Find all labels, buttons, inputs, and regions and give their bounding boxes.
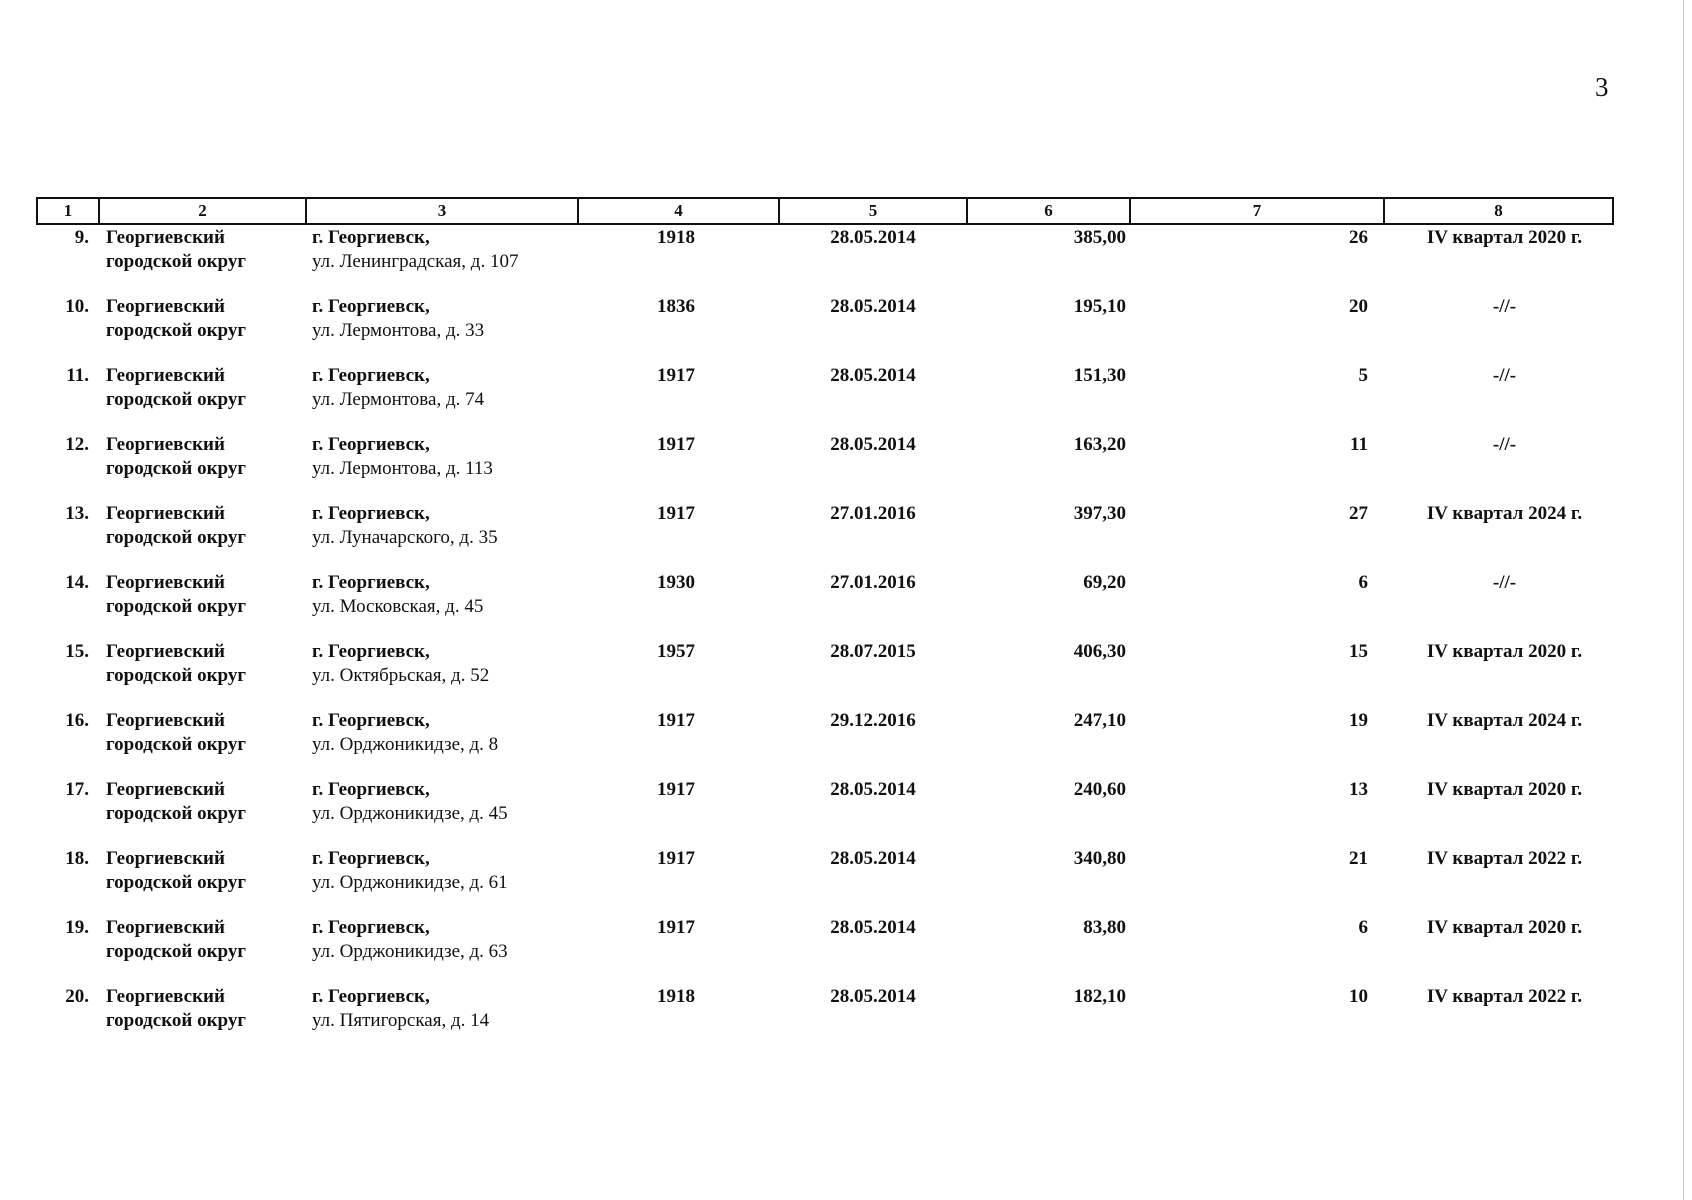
area-text: 83,80 (1083, 917, 1126, 938)
period-cell (1384, 364, 1613, 433)
area-text: 406,30 (1073, 641, 1126, 662)
date-text: 28.05.2014 (830, 917, 916, 938)
year-built-cell (578, 433, 779, 502)
address-text: г. Георгиевск, (312, 572, 430, 593)
date-text: 28.05.2014 (830, 227, 916, 248)
column-header-3: 3 (306, 198, 578, 224)
municipality-cell (99, 847, 306, 916)
column-header-7: 7 (1130, 198, 1384, 224)
municipality-text: Георгиевский (106, 365, 225, 386)
count-text: 26 (1349, 227, 1368, 248)
area-text: 240,60 (1073, 779, 1126, 800)
address-text: г. Георгиевск, (312, 710, 430, 731)
count-text: 13 (1349, 779, 1368, 800)
year-built-text: 1917 (657, 365, 695, 386)
date-cell (779, 847, 967, 916)
count-cell (1130, 433, 1384, 502)
municipality-cell (99, 571, 306, 640)
municipality-text: Георгиевский (106, 779, 225, 800)
municipality-text: городской округ (106, 596, 247, 617)
row-number-text: 20. (65, 986, 89, 1007)
row-number-cell (37, 224, 99, 295)
period-text: -//- (1492, 434, 1517, 455)
address-cell (306, 778, 578, 847)
area-text: 340,80 (1073, 848, 1126, 869)
year-built-text: 1930 (657, 572, 695, 593)
address-cell (306, 640, 578, 709)
table-row (37, 433, 1613, 502)
period-text: -//- (1492, 572, 1517, 593)
year-built-cell (578, 295, 779, 364)
column-header-4: 4 (578, 198, 779, 224)
page-number: 3 (1595, 72, 1609, 102)
count-text: 6 (1358, 572, 1368, 593)
column-header-8: 8 (1384, 198, 1613, 224)
column-header-6: 6 (967, 198, 1130, 224)
count-text: 11 (1350, 434, 1368, 455)
period-text: IV квартал 2022 г. (1426, 848, 1583, 869)
address-text: ул. Лермонтова, д. 33 (312, 320, 485, 341)
row-number-cell (37, 571, 99, 640)
column-header-5: 5 (779, 198, 967, 224)
row-number-cell (37, 433, 99, 502)
period-cell (1384, 502, 1613, 571)
address-text: ул. Луначарского, д. 35 (312, 527, 498, 548)
municipality-cell (99, 640, 306, 709)
period-text: IV квартал 2020 г. (1426, 917, 1583, 938)
row-number-cell (37, 295, 99, 364)
address-text: г. Георгиевск, (312, 641, 430, 662)
period-cell (1384, 916, 1613, 985)
count-cell (1130, 847, 1384, 916)
date-text: 28.05.2014 (830, 848, 916, 869)
table-row (37, 778, 1613, 847)
period-text: IV квартал 2020 г. (1426, 779, 1583, 800)
row-number-text: 18. (65, 848, 89, 869)
date-cell (779, 224, 967, 295)
municipality-text: Георгиевский (106, 710, 225, 731)
address-text: г. Георгиевск, (312, 779, 430, 800)
municipality-text: Георгиевский (106, 917, 225, 938)
address-text: ул. Лермонтова, д. 74 (312, 389, 485, 410)
address-text: ул. Ленинградская, д. 107 (312, 251, 519, 272)
row-number-cell (37, 916, 99, 985)
table-row (37, 571, 1613, 640)
date-text: 28.07.2015 (830, 641, 916, 662)
period-cell (1384, 709, 1613, 778)
year-built-cell (578, 985, 779, 1045)
date-cell (779, 640, 967, 709)
area-cell (967, 295, 1130, 364)
period-cell (1384, 295, 1613, 364)
municipality-text: городской округ (106, 803, 247, 824)
address-cell (306, 709, 578, 778)
registry-table (36, 197, 1614, 1045)
period-cell (1384, 433, 1613, 502)
address-cell (306, 433, 578, 502)
column-header-2: 2 (99, 198, 306, 224)
row-number-text: 11. (66, 365, 89, 386)
date-cell (779, 709, 967, 778)
municipality-cell (99, 778, 306, 847)
address-cell (306, 502, 578, 571)
count-cell (1130, 295, 1384, 364)
count-cell (1130, 571, 1384, 640)
address-text: г. Георгиевск, (312, 296, 430, 317)
column-number-row (37, 198, 1613, 224)
row-number-text: 17. (65, 779, 89, 800)
row-number-text: 9. (74, 227, 89, 248)
period-cell (1384, 985, 1613, 1045)
table-row (37, 502, 1613, 571)
address-text: ул. Пятигорская, д. 14 (312, 1010, 490, 1031)
municipality-text: городской округ (106, 872, 247, 893)
period-text: IV квартал 2020 г. (1426, 227, 1583, 248)
year-built-cell (578, 224, 779, 295)
count-cell (1130, 502, 1384, 571)
area-cell (967, 502, 1130, 571)
count-cell (1130, 709, 1384, 778)
table-row (37, 916, 1613, 985)
count-text: 20 (1349, 296, 1368, 317)
year-built-text: 1917 (657, 917, 695, 938)
municipality-text: Георгиевский (106, 227, 225, 248)
date-text: 27.01.2016 (830, 572, 916, 593)
area-cell (967, 847, 1130, 916)
area-cell (967, 778, 1130, 847)
municipality-cell (99, 295, 306, 364)
address-text: г. Георгиевск, (312, 503, 430, 524)
period-text: IV квартал 2020 г. (1426, 641, 1583, 662)
row-number-text: 10. (65, 296, 89, 317)
row-number-text: 13. (65, 503, 89, 524)
date-text: 27.01.2016 (830, 503, 916, 524)
address-cell (306, 916, 578, 985)
table-row (37, 709, 1613, 778)
date-cell (779, 571, 967, 640)
year-built-text: 1918 (657, 986, 695, 1007)
municipality-cell (99, 709, 306, 778)
period-text: IV квартал 2024 г. (1426, 710, 1583, 731)
count-cell (1130, 224, 1384, 295)
date-text: 28.05.2014 (830, 779, 916, 800)
count-text: 15 (1349, 641, 1368, 662)
table-body (37, 224, 1613, 1045)
date-cell (779, 295, 967, 364)
date-cell (779, 778, 967, 847)
address-cell (306, 224, 578, 295)
municipality-cell (99, 502, 306, 571)
table-row (37, 985, 1613, 1045)
address-cell (306, 364, 578, 433)
row-number-cell (37, 709, 99, 778)
address-text: г. Георгиевск, (312, 917, 430, 938)
area-cell (967, 985, 1130, 1045)
address-cell (306, 571, 578, 640)
table-row (37, 224, 1613, 295)
count-cell (1130, 778, 1384, 847)
period-cell (1384, 778, 1613, 847)
count-text: 5 (1358, 365, 1368, 386)
count-cell (1130, 640, 1384, 709)
address-text: ул. Октябрьская, д. 52 (312, 665, 490, 686)
address-text: г. Георгиевск, (312, 434, 430, 455)
address-text: г. Георгиевск, (312, 365, 430, 386)
period-cell (1384, 224, 1613, 295)
area-cell (967, 224, 1130, 295)
area-text: 163,20 (1073, 434, 1126, 455)
row-number-text: 16. (65, 710, 89, 731)
year-built-text: 1917 (657, 434, 695, 455)
date-text: 28.05.2014 (830, 365, 916, 386)
municipality-text: Георгиевский (106, 296, 225, 317)
year-built-text: 1917 (657, 503, 695, 524)
period-text: IV квартал 2024 г. (1426, 503, 1583, 524)
municipality-text: городской округ (106, 1010, 247, 1031)
address-text: г. Георгиевск, (312, 227, 430, 248)
count-text: 19 (1349, 710, 1368, 731)
count-text: 6 (1358, 917, 1368, 938)
date-cell (779, 502, 967, 571)
table-row (37, 364, 1613, 433)
row-number-text: 12. (65, 434, 89, 455)
count-cell (1130, 985, 1384, 1045)
column-header-1: 1 (37, 198, 99, 224)
area-cell (967, 571, 1130, 640)
date-cell (779, 985, 967, 1045)
area-text: 151,30 (1073, 365, 1126, 386)
year-built-text: 1917 (657, 710, 695, 731)
year-built-cell (578, 364, 779, 433)
municipality-text: городской округ (106, 389, 247, 410)
municipality-text: Георгиевский (106, 641, 225, 662)
year-built-text: 1918 (657, 227, 695, 248)
period-cell (1384, 571, 1613, 640)
area-text: 385,00 (1073, 227, 1126, 248)
date-text: 29.12.2016 (830, 710, 916, 731)
year-built-cell (578, 571, 779, 640)
row-number-cell (37, 502, 99, 571)
count-text: 21 (1349, 848, 1368, 869)
address-cell (306, 985, 578, 1045)
area-text: 247,10 (1073, 710, 1126, 731)
area-cell (967, 364, 1130, 433)
year-built-text: 1957 (657, 641, 695, 662)
address-cell (306, 847, 578, 916)
municipality-text: городской округ (106, 527, 247, 548)
row-number-cell (37, 985, 99, 1045)
date-text: 28.05.2014 (830, 434, 916, 455)
period-cell (1384, 640, 1613, 709)
municipality-text: Георгиевский (106, 848, 225, 869)
row-number-cell (37, 778, 99, 847)
count-text: 27 (1349, 503, 1368, 524)
scan-edge-line (1683, 0, 1684, 1200)
area-text: 69,20 (1083, 572, 1126, 593)
count-cell (1130, 916, 1384, 985)
period-text: IV квартал 2022 г. (1426, 986, 1583, 1007)
municipality-text: городской округ (106, 458, 247, 479)
period-text: -//- (1492, 296, 1517, 317)
year-built-cell (578, 778, 779, 847)
area-cell (967, 433, 1130, 502)
area-cell (967, 916, 1130, 985)
municipality-text: Георгиевский (106, 986, 225, 1007)
year-built-cell (578, 847, 779, 916)
area-cell (967, 640, 1130, 709)
date-text: 28.05.2014 (830, 986, 916, 1007)
municipality-text: городской округ (106, 941, 247, 962)
count-cell (1130, 364, 1384, 433)
period-cell (1384, 847, 1613, 916)
row-number-cell (37, 640, 99, 709)
year-built-cell (578, 709, 779, 778)
table-row (37, 847, 1613, 916)
municipality-cell (99, 985, 306, 1045)
area-text: 195,10 (1073, 296, 1126, 317)
municipality-text: городской округ (106, 251, 247, 272)
municipality-cell (99, 433, 306, 502)
year-built-text: 1836 (657, 296, 695, 317)
area-cell (967, 709, 1130, 778)
table-row (37, 640, 1613, 709)
row-number-cell (37, 364, 99, 433)
date-cell (779, 364, 967, 433)
row-number-text: 19. (65, 917, 89, 938)
date-text: 28.05.2014 (830, 296, 916, 317)
year-built-cell (578, 916, 779, 985)
table-row (37, 295, 1613, 364)
area-text: 182,10 (1073, 986, 1126, 1007)
address-text: г. Георгиевск, (312, 848, 430, 869)
municipality-text: городской округ (106, 320, 247, 341)
municipality-cell (99, 364, 306, 433)
date-cell (779, 433, 967, 502)
municipality-text: городской округ (106, 665, 247, 686)
date-cell (779, 916, 967, 985)
municipality-text: городской округ (106, 734, 247, 755)
row-number-text: 14. (65, 572, 89, 593)
year-built-text: 1917 (657, 779, 695, 800)
count-text: 10 (1349, 986, 1368, 1007)
year-built-text: 1917 (657, 848, 695, 869)
address-text: ул. Лермонтова, д. 113 (312, 458, 493, 479)
address-text: ул. Орджоникидзе, д. 61 (312, 872, 508, 893)
municipality-cell (99, 916, 306, 985)
row-number-text: 15. (65, 641, 89, 662)
period-text: -//- (1492, 365, 1517, 386)
address-text: ул. Орджоникидзе, д. 63 (312, 941, 508, 962)
address-text: г. Георгиевск, (312, 986, 430, 1007)
address-text: ул. Московская, д. 45 (312, 596, 484, 617)
year-built-cell (578, 502, 779, 571)
municipality-cell (99, 224, 306, 295)
municipality-text: Георгиевский (106, 572, 225, 593)
address-text: ул. Орджоникидзе, д. 45 (312, 803, 508, 824)
year-built-cell (578, 640, 779, 709)
municipality-text: Георгиевский (106, 503, 225, 524)
address-text: ул. Орджоникидзе, д. 8 (312, 734, 499, 755)
municipality-text: Георгиевский (106, 434, 225, 455)
address-cell (306, 295, 578, 364)
row-number-cell (37, 847, 99, 916)
area-text: 397,30 (1073, 503, 1126, 524)
